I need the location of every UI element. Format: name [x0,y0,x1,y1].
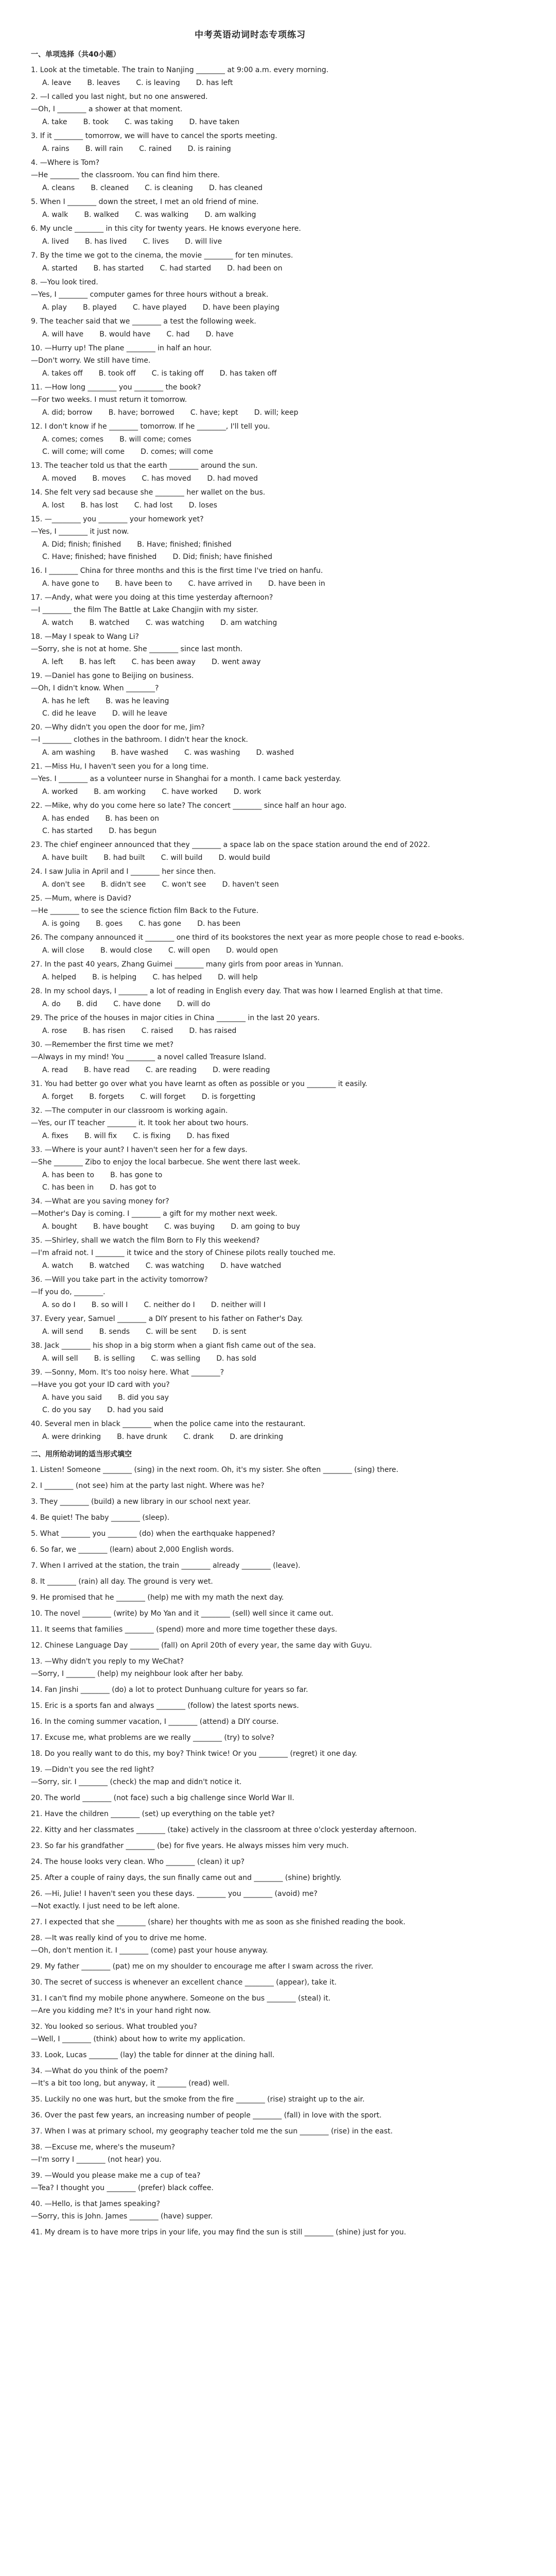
answer-options: A. worked B. am working C. have worked D. work [42,788,262,796]
fill-item [31,1544,470,1556]
answer-options: A. helped B. is helping C. has helped D. will help [42,973,258,981]
fill-item [31,2125,470,2138]
fill-item [31,1575,470,1588]
question-stem: 25. —Mum, where is David? —He ________ to see the science fiction film Back to the Future. [31,894,259,915]
fill-stem: 40. —Hello, is that James speaking? —Sorry, this is John. James ________ (have) supper. [31,2200,213,2221]
answer-options: A. will have B. would have C. had D. have [42,330,234,338]
fill-stem: 26. —Hi, Julie! I haven't seen you these days. ________ you ________ (avoid) me? —Not exactly. I just need to be left alone. [31,1890,318,1910]
answer-options: A. am washing B. have washed C. was washing D. washed [42,749,294,757]
question-stem: 27. In the past 40 years, Zhang Guimei ________ many girls from poor areas in Yunnan. [31,960,343,969]
question-item [31,513,470,563]
question-stem: 22. —Mike, why do you come here so late? The concert ________ since half an hour ago. [31,802,346,810]
fill-stem: 20. The world ________ (not face) such a big challenge since World War II. [31,1794,294,1802]
question-item [31,760,470,798]
question-stem: 19. —Daniel has gone to Beijing on business. —Oh, I didn't know. When ________? [31,672,194,692]
question-stem: 18. —May I speak to Wang Li? —Sorry, she is not at home. She ________ since last month. [31,633,242,653]
question-stem: 16. I ________ China for three months and this is the first time I've tried on hanfu. [31,567,323,575]
fill-stem: 31. I can't find my mobile phone anywhere. Someone on the bus ________ (steal) it. —Are you kidding me? It's in your hand right now. [31,1994,331,2015]
question-item [31,1234,470,1272]
fill-item [31,2198,470,2223]
fill-stem: 14. Fan Jinshi ________ (do) a lot to protect Dunhuang culture for years so far. [31,1686,308,1694]
question-stem: 30. —Remember the first time we met? —Always in my mind! You ________ a novel called Treasure Island. [31,1041,267,1061]
fill-item [31,1808,470,1820]
answer-options: A. walk B. walked C. was walking D. am walking [42,211,256,219]
question-item [31,591,470,629]
fill-stem: 12. Chinese Language Day ________ (fall) on April 20th of every year, the same day with Guyu. [31,1641,372,1650]
question-stem: 8. —You look tired. —Yes, I ________ computer games for three hours without a break. [31,278,269,299]
answer-options: A. have you said B. did you say C. do you say D. had you said [42,1394,169,1414]
answer-options: A. watch B. watched C. was watching D. have watched [42,1262,282,1270]
answer-options: A. has he left B. was he leaving C. did he leave D. will he leave [42,697,169,718]
question-stem: 23. The chief engineer announced that they ________ a space lab on the space station around the end of 2022. [31,841,430,849]
question-stem: 34. —What are you saving money for? —Mother's Day is coming. I ________ a gift for my mother next week. [31,1197,277,1218]
answer-options: A. takes off B. took off C. is taking off D. has taken off [42,369,277,378]
fill-item [31,2093,470,2106]
answer-options: A. play B. played C. have played D. have been playing [42,303,280,312]
fill-item [31,1480,470,1492]
answer-options: A. did; borrow B. have; borrowed C. have; kept D. will; keep [42,409,299,417]
question-stem: 3. If it ________ tomorrow, we will have to cancel the sports meeting. [31,132,277,140]
question-stem: 39. —Sonny, Mom. It's too noisy here. What ________? —Have you got your ID card with you? [31,1368,224,1389]
answer-options: A. left B. has left C. has been away D. went away [42,658,261,666]
question-item [31,958,470,984]
question-stem: 33. —Where is your aunt? I haven't seen her for a few days. —She ________ Zibo to enjoy the local barbecue. She went there last week. [31,1146,301,1166]
fill-stem: 38. —Excuse me, where's the museum? —I'm sorry I ________ (not hear) you. [31,2143,176,2164]
fill-item [31,2049,470,2061]
answer-options: A. will send B. sends C. will be sent D. is sent [42,1328,247,1336]
fill-stem: 1. Listen! Someone ________ (sing) in the next room. Oh, it's my sister. She often ________ (sing) there. [31,1466,398,1474]
question-stem: 26. The company announced it ________ one third of its bookstores the next year as more people chose to read e-books. [31,934,464,942]
fill-item [31,1464,470,1476]
question-stem: 12. I don't know if he ________ tomorrow. If he ________, I'll tell you. [31,422,270,431]
fill-stem: 37. When I was at primary school, my geography teacher told me the sun ________ (rise) in the east. [31,2127,393,2136]
fill-stem: 21. Have the children ________ (set) up everything on the table yet? [31,1810,275,1818]
fill-stem: 35. Luckily no one was hurt, but the smoke from the fire ________ (rise) straight up to the air. [31,2095,365,2104]
fill-stem: 15. Eric is a sports fan and always ________ (follow) the latest sports news. [31,1702,299,1710]
question-stem: 35. —Shirley, shall we watch the film Born to Fly this weekend? —I'm afraid not. I ________ it twice and the story of Chinese pilots really touched me. [31,1236,336,1257]
fill-item [31,1528,470,1540]
fill-stem: 9. He promised that he ________ (help) me with my math the next day. [31,1594,284,1602]
question-item [31,315,470,341]
question-stem: 13. The teacher told us that the earth ________ around the sun. [31,462,258,470]
question-item [31,1366,470,1416]
question-item [31,157,470,194]
fill-item [31,2141,470,2166]
fill-item [31,1512,470,1524]
fill-stem: 16. In the coming summer vacation, I ________ (attend) a DIY course. [31,1718,279,1726]
question-item [31,1340,470,1365]
question-stem: 15. —________ you ________ your homework yet? —Yes, I ________ it just now. [31,515,204,536]
fill-item [31,2021,470,2045]
fill-item [31,1872,470,1884]
answer-options: A. take B. took C. was taking D. have taken [42,118,240,126]
question-item [31,1105,470,1142]
fill-stem: 5. What ________ you ________ (do) when the earthquake happened? [31,1530,275,1538]
answer-options: A. lived B. has lived C. lives D. will live [42,238,222,246]
fill-stem: 4. Be quiet! The baby ________ (sleep). [31,1514,169,1522]
answer-options: A. leave B. leaves C. is leaving D. has left [42,79,233,87]
question-item [31,342,470,380]
question-item [31,64,470,89]
question-stem: 32. —The computer in our classroom is working again. —Yes, our IT teacher ________ it. It took her about two hours. [31,1107,249,1127]
question-stem: 9. The teacher said that we ________ a test the following week. [31,317,256,326]
fill-item [31,1560,470,1572]
question-item [31,249,470,275]
fill-item [31,2170,470,2194]
answer-options: A. bought B. have bought C. was buying D. am going to buy [42,1223,300,1231]
multiple-choice-list [31,64,470,1443]
fill-stem: 25. After a couple of rainy days, the sun finally came out and ________ (shine) brightly. [31,1874,342,1882]
question-item [31,486,470,512]
question-item [31,985,470,1010]
question-stem: 2. —I called you last night, but no one answered. —Oh, I ________ a shower at that moment. [31,93,208,113]
answer-options: A. comes; comes B. will come; comes C. will come; will come D. comes; will come [42,435,213,456]
fill-item [31,1716,470,1728]
section-heading-1: 一、单项选择（共40小题） [31,50,120,59]
fill-stem: 7. When I arrived at the station, the train ________ already ________ (leave). [31,1562,301,1570]
fill-stem: 24. The house looks very clean. Who ________ (clean) it up? [31,1858,245,1866]
fill-stem: 34. —What do you think of the poem? —It's a bit too long, but anyway, it ________ (read) well. [31,2067,230,2088]
answer-options: A. is going B. goes C. has gone D. has been [42,920,240,928]
fill-stem: 17. Excuse me, what problems are we really ________ (try) to solve? [31,1734,274,1742]
question-stem: 24. I saw Julia in April and I ________ her since then. [31,868,216,876]
fill-item [31,2109,470,2122]
question-item [31,1144,470,1194]
fill-item [31,1623,470,1636]
answer-options: A. have gone to B. have been to C. have arrived in D. have been in [42,580,325,588]
answer-options: A. watch B. watched C. was watching D. am watching [42,619,277,627]
fill-item [31,1639,470,1652]
fill-stem: 27. I expected that she ________ (share) her thoughts with me as soon as she finished reading the book. [31,1918,406,1926]
fill-stem: 33. Look, Lucas ________ (lay) the table for dinner at the dining hall. [31,2051,275,2059]
fill-stem: 2. I ________ (not see) him at the party last night. Where was he? [31,1482,265,1490]
fill-stem: 39. —Would you please make me a cup of tea? —Tea? I thought you ________ (prefer) black coffee. [31,2172,214,2192]
fill-item [31,1792,470,1804]
question-item [31,420,470,458]
fill-item [31,1764,470,1788]
question-stem: 17. —Andy, what were you doing at this time yesterday afternoon? —I ________ the film The Battle at Lake Changjin with my sister. [31,594,273,614]
answer-options: A. have built B. had built C. will build D. would build [42,854,270,862]
fill-item [31,2226,470,2239]
answer-options: A. read B. have read C. are reading D. were reading [42,1066,270,1074]
answer-options: A. moved B. moves C. has moved D. had moved [42,474,258,483]
fill-item [31,1960,470,1973]
fill-stem: 32. You looked so serious. What troubled you? —Well, I ________ (think) about how to write my application. [31,2023,246,2043]
question-stem: 38. Jack ________ his shop in a big storm when a giant fish came out of the sea. [31,1342,316,1350]
fill-stem: 13. —Why didn't you reply to my WeChat? —Sorry, I ________ (help) my neighbour look after her baby. [31,1657,244,1678]
fill-item [31,1976,470,1989]
question-item [31,381,470,419]
fill-stem: 30. The secret of success is whenever an excellent chance ________ (appear), take it. [31,1978,337,1987]
answer-options: A. will close B. would close C. will open D. would open [42,946,278,955]
question-stem: 5. When I ________ down the street, I met an old friend of mine. [31,198,259,206]
question-item [31,1274,470,1311]
fill-stem: 36. Over the past few years, an increasing number of people ________ (fall) in love with the sport. [31,2111,382,2120]
question-item [31,1195,470,1233]
fill-item [31,1748,470,1760]
answer-options: A. fixes B. will fix C. is fixing D. has fixed [42,1132,230,1140]
question-item [31,670,470,720]
question-item [31,892,470,930]
section-heading-2: 二、用所给动词的适当形式填空 [31,1450,132,1459]
question-stem: 29. The price of the houses in major cities in China ________ in the last 20 years. [31,1014,320,1022]
fill-stem: 10. The novel ________ (write) by Mo Yan and it ________ (sell) well since it came out. [31,1609,334,1618]
question-item [31,196,470,221]
fill-item [31,1992,470,2017]
answer-options: A. don't see B. didn't see C. won't see D. haven't seen [42,880,279,889]
answer-options: A. rains B. will rain C. rained D. is raining [42,145,231,153]
question-item [31,1039,470,1076]
question-item [31,1313,470,1338]
fill-stem: 3. They ________ (build) a new library in our school next year. [31,1498,251,1506]
question-stem: 40. Several men in black ________ when the police came into the restaurant. [31,1420,306,1428]
fill-item [31,1655,470,1680]
answer-options: A. will sell B. is selling C. was selling D. has sold [42,1354,256,1363]
question-item [31,276,470,314]
question-stem: 11. —How long ________ you ________ the book? —For two weeks. I must return it tomorrow. [31,383,201,404]
fill-item [31,1840,470,1852]
question-stem: 4. —Where is Tom? —He ________ the classroom. You can find him there. [31,159,220,179]
question-stem: 10. —Hurry up! The plane ________ in half an hour. —Don't worry. We still have time. [31,344,212,365]
fill-stem: 11. It seems that families ________ (spend) more and more time together these days. [31,1625,337,1634]
fill-in-list [31,1464,470,2239]
fill-item [31,1916,470,1928]
question-item [31,631,470,668]
answer-options: A. Did; finish; finished B. Have; finished; finished C. Have; finished; have finished D. Did; finish; have finished [42,540,272,561]
fill-stem: 22. Kitty and her classmates ________ (take) actively in the classroom at three o'clock yesterday afternoon. [31,1826,417,1834]
answer-options: A. so do I B. so will I C. neither do I D. neither will I [42,1301,266,1309]
fill-stem: 19. —Didn't you see the red light? —Sorry, sir. I ________ (check) the map and didn't notice it. [31,1766,242,1786]
question-item [31,800,470,837]
question-item [31,721,470,759]
fill-item [31,1824,470,1836]
question-stem: 1. Look at the timetable. The train to Nanjing ________ at 9:00 a.m. every morning. [31,66,329,74]
fill-stem: 23. So far his grandfather ________ (be) for five years. He always misses him very much. [31,1842,349,1850]
question-item [31,931,470,957]
question-item [31,460,470,485]
fill-item [31,1700,470,1712]
answer-options: A. cleans B. cleaned C. is cleaning D. has cleaned [42,184,263,192]
fill-stem: 41. My dream is to have more trips in your life, you may find the sun is still ________ (shine) just for you. [31,2228,406,2236]
question-stem: 37. Every year, Samuel ________ a DIY present to his father on Father's Day. [31,1315,303,1323]
answer-options: A. were drinking B. have drunk C. drank D. are drinking [42,1433,284,1441]
question-stem: 28. In my school days, I ________ a lot of reading in English every day. That was how I learned English at that time. [31,987,443,995]
question-stem: 36. —Will you take part in the activity tomorrow? —If you do, ________. [31,1276,208,1296]
fill-item [31,1496,470,1508]
answer-options: A. has ended B. has been on C. has started D. has begun [42,815,160,835]
fill-stem: 18. Do you really want to do this, my boy? Think twice! Or you ________ (regret) it one day. [31,1750,357,1758]
question-stem: 14. She felt very sad because she ________ her wallet on the bus. [31,488,266,497]
answer-options: A. forget B. forgets C. will forget D. is forgetting [42,1093,256,1101]
question-item [31,866,470,891]
question-item [31,1078,470,1103]
question-item [31,91,470,128]
fill-item [31,1888,470,1912]
fill-item [31,1856,470,1868]
fill-item [31,1732,470,1744]
question-stem: 20. —Why didn't you open the door for me, Jim? —I ________ clothes in the bathroom. I didn't hear the knock. [31,723,248,744]
fill-item [31,1684,470,1696]
question-item [31,839,470,864]
answer-options: A. started B. has started C. had started D. had been on [42,264,283,273]
fill-stem: 6. So far, we ________ (learn) about 2,000 English words. [31,1546,234,1554]
question-item [31,130,470,155]
question-stem: 7. By the time we got to the cinema, the movie ________ for ten minutes. [31,251,293,260]
question-item [31,565,470,590]
fill-item [31,1591,470,1604]
answer-options: A. do B. did C. have done D. will do [42,1000,211,1008]
answer-options: A. lost B. has lost C. had lost D. loses [42,501,217,510]
fill-item [31,1932,470,1957]
question-item [31,1418,470,1443]
answer-options: A. has been to B. has gone to C. has been in D. has got to [42,1171,163,1192]
question-stem: 21. —Miss Hu, I haven't seen you for a long time. —Yes. I ________ as a volunteer nurse in Shanghai for a month. I came back yesterday. [31,762,341,783]
fill-stem: 28. —It was really kind of you to drive me home. —Oh, don't mention it. I ________ (come) past your house anyway. [31,1934,268,1955]
fill-stem: 8. It ________ (rain) all day. The ground is very wet. [31,1578,213,1586]
fill-item [31,1607,470,1620]
question-item [31,223,470,248]
fill-stem: 29. My father ________ (pat) me on my shoulder to encourage me after I swam across the river. [31,1962,374,1971]
fill-item [31,2065,470,2090]
question-item [31,1012,470,1037]
question-stem: 6. My uncle ________ in this city for twenty years. He knows everyone here. [31,225,301,233]
document-title: 中考英语动词时态专项练习 [195,30,306,40]
question-stem: 31. You had better go over what you have learnt as often as possible or you ________ it easily. [31,1080,368,1088]
answer-options: A. rose B. has risen C. raised D. has raised [42,1027,237,1035]
